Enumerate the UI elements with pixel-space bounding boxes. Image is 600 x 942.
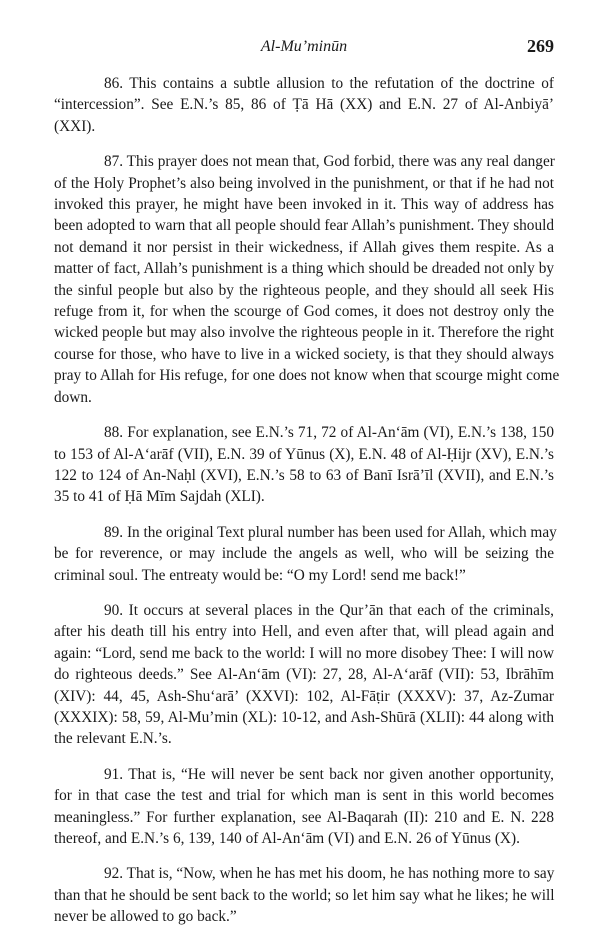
text-line: (XXXIX): 58, 59, Al-Mu’min (XL): 10-12, and Ash-Shūrā (XLII): 44 along with	[54, 708, 554, 726]
text-line: 91. That is, “He will never be sent back nor given another opportunity,	[104, 765, 554, 783]
page-number: 269	[527, 36, 554, 56]
text-line: been adopted to warn that all people should fear Allah’s punishment. They should	[54, 217, 554, 235]
text-line: 35 to 41 of Ḥā Mīm Sajdah (XLI).	[54, 488, 265, 506]
text-line: do righteous deeds.” See Al-An‘ām (VI): 27, 28, Al-A‘arāf (VII): 53, Ibrāhīm	[54, 666, 554, 684]
text-line: thereof, and E.N.’s 6, 139, 140 of Al-An‘ām (VI) and E.N. 26 of Yūnus (X).	[54, 830, 520, 847]
explanatory-note	[54, 422, 554, 508]
text-line: be for reverence, or may include the angels as well, who will be seizing the	[54, 545, 554, 563]
text-line: “intercession”. See E.N.’s 85, 86 of Ṭā Hā (XX) and E.N. 27 of Al-Anbiyā’	[54, 96, 554, 114]
text-line: 88. For explanation, see E.N.’s 71, 72 of Al-An‘ām (VI), E.N.’s 138, 150	[104, 424, 554, 442]
text-line: down.	[54, 388, 92, 406]
explanatory-note	[54, 764, 554, 850]
explanatory-note	[54, 151, 560, 408]
explanatory-note	[54, 863, 554, 927]
text-line: 122 to 124 of An-Naḥl (XVI), E.N.’s 58 to 63 of Banī Isrā’īl (XVII), and E.N.’s	[54, 466, 554, 484]
text-line: matter of fact, Allah’s punishment is a thing which should be dreaded not only by	[54, 260, 554, 278]
text-line: wicked people but may also involve the righteous people in it. Therefore the right	[54, 324, 554, 342]
text-line: the relevant E.N.’s.	[54, 730, 172, 748]
text-line: invoked this prayer, he might have been invoked in it. This way of address has	[54, 196, 554, 214]
explanatory-note	[54, 600, 554, 750]
explanatory-note	[54, 73, 554, 137]
text-line: pray to Allah for His refuge, for one does not know when that scourge might come	[54, 367, 560, 385]
text-line: not demand it nor persist in their wickedness, if Allah gives them respite. As a	[54, 238, 554, 256]
text-line: again: “Lord, send me back to the world: I will no more disobey Thee: I will now	[54, 644, 554, 662]
text-line: to 153 of Al-A‘arāf (VII), E.N. 39 of Yūnus (X), E.N. 48 of Al-Ḥijr (XV), E.N.’s	[54, 445, 554, 463]
text-line: course for those, who have to live in a wicked society, is that they should always	[54, 345, 554, 363]
text-line: criminal soul. The entreaty would be: “O my Lord! send me back!”	[54, 566, 466, 584]
text-line: 92. That is, “Now, when he has met his doom, he has nothing more to say	[104, 865, 555, 883]
text-line: of the Holy Prophet’s also being involved in the punishment, or that if he had not	[54, 174, 554, 192]
text-line: 86. This contains a subtle allusion to the refutation of the doctrine of	[104, 75, 554, 92]
text-line: for in that case the test and trial for which man is sent in this world becomes	[54, 787, 554, 805]
text-line: the sinful people but also by the righteous people, and they should all seek His	[54, 281, 554, 299]
text-line: refuge from it, for when the scourge of God comes, it does not destroy only the	[54, 303, 554, 321]
text-line: than that he should be sent back to the world; so let him say what he likes; he will	[54, 886, 555, 904]
text-line: (XIV): 44, 45, Ash-Shu‘arā’ (XXVI): 102, Al-Fāṭir (XXXV): 37, Az-Zumar	[54, 687, 554, 705]
text-line: never be allowed to go back.”	[54, 908, 237, 926]
text-line: meaningless.” For further explanation, see Al-Baqarah (II): 210 and E. N. 228	[54, 808, 554, 826]
text-line: (XXI).	[54, 117, 96, 135]
text-line: 90. It occurs at several places in the Qur’ān that each of the criminals,	[104, 601, 554, 619]
footnotes-body	[54, 73, 560, 942]
chapter-title: Al-Mu’minūn	[260, 38, 348, 55]
explanatory-note	[54, 522, 557, 586]
running-header	[54, 36, 554, 60]
text-line: 89. In the original Text plural number has been used for Allah, which may	[104, 523, 557, 541]
text-line: after his death till his entry into Hell, and even after that, will plead again and	[54, 623, 554, 641]
text-line: 87. This prayer does not mean that, God forbid, there was any real danger	[104, 153, 555, 171]
